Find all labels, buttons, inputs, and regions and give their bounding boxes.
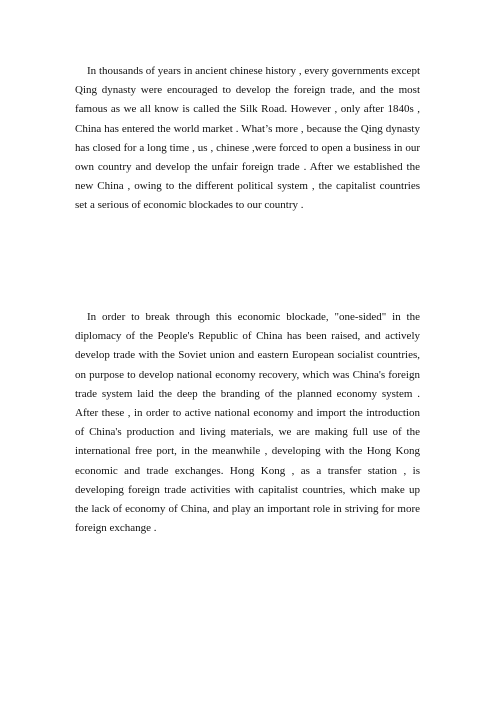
paragraph-2: In order to break through this economic blockade, "one-sided" in the diplomacy of the People's Republic of China has been raised, and actively develop trade with the Soviet union and eastern European socialist countries, on purpose to develop national economy recovery, which was China's foreign trade system laid the deep the branding of the planned economy system . After these , in order to active national economy and import the introduction of China's production and living materials, we are making full use of the international free port, in the meanwhile , developing with the Hong Kong economic and trade exchanges. Hong Kong , as a transfer station , is developing foreign trade activities with capitalist countries, which make up the lack of economy of China, and play an important role in striving for more foreign exchange . [75, 311, 420, 535]
body-text-block-2 [75, 308, 420, 538]
body-text-block-1 [75, 62, 420, 216]
paragraph-1: In thousands of years in ancient chinese history , every governments except Qing dynasty were encouraged to develop the foreign trade, and the most famous as we all know is called the Silk Road. However , only after 1840s , China has entered the world market . What’s more , because the Qing dynasty has closed for a long time , us , chinese ,were forced to open a business in our own country and develop the unfair foreign trade . After we established the new China , owing to the different political system , the capitalist countries set a serious of economic blockades to our country . [75, 65, 420, 212]
